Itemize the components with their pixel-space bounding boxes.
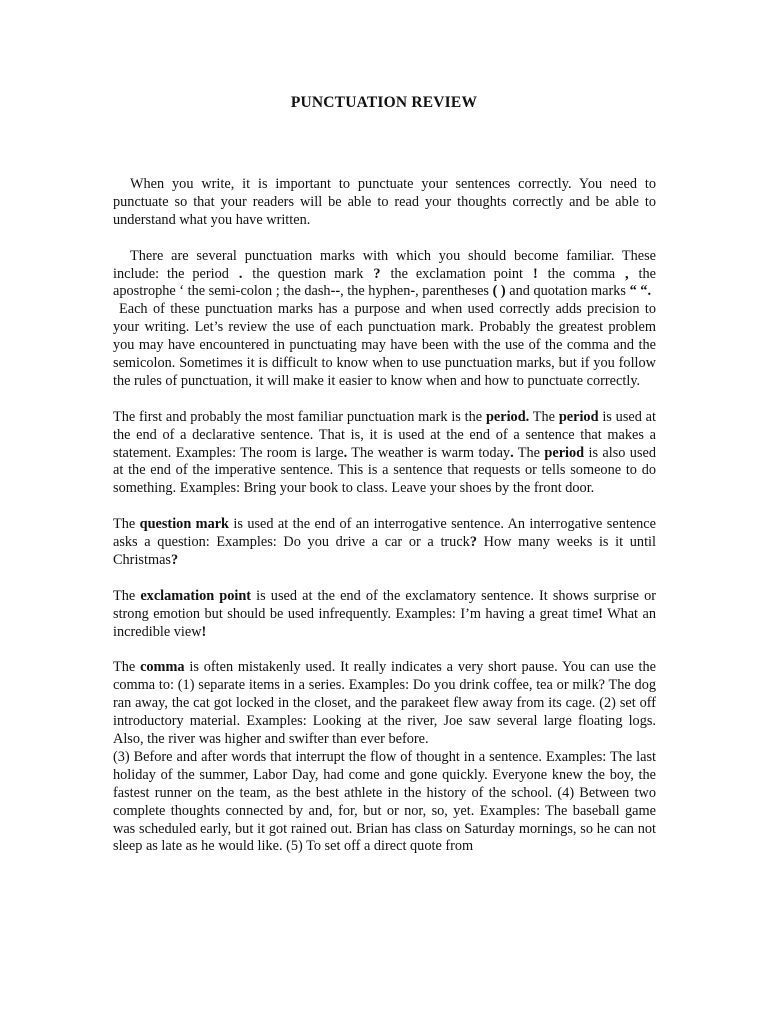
dash-mark: -- (330, 283, 341, 300)
bold-term: period. (485, 408, 530, 425)
bold-term: period (558, 408, 599, 425)
hyphen-mark: - (410, 283, 416, 300)
quotation-marks: “ “. (629, 283, 652, 300)
document-body (113, 176, 656, 856)
text-run: The (513, 444, 545, 461)
bold-term: ? (469, 534, 477, 551)
text-run: is used at the end of a declarative sentence. That is, it is used at the end of a sentence that makes a statement. Examples: The room is large (113, 408, 656, 461)
bold-term: . (343, 444, 348, 461)
comma-mark: , (625, 265, 629, 282)
text-run: The (529, 408, 559, 425)
paragraph-question-mark (113, 516, 656, 570)
document-title: PUNCTUATION REVIEW (290, 94, 478, 111)
text-run: the exclamation point (382, 265, 531, 282)
text-run: How many weeks is it until Christmas (113, 534, 656, 568)
bold-term: . (510, 444, 514, 461)
paragraph-period (113, 409, 656, 499)
text-run: and quotation marks (505, 283, 630, 300)
text-run: What an incredible view (113, 605, 656, 640)
text-run: the question mark (244, 265, 372, 282)
bold-term: period (544, 444, 585, 461)
paragraph-exclamation-point (113, 588, 656, 642)
text-run: The (113, 587, 141, 604)
text-run: The weather is warm today (347, 444, 511, 461)
paragraph-marks-list (113, 248, 656, 302)
bold-term: comma (140, 659, 185, 676)
text-run: is also used at the end of the imperative sentence. This is a sentence that requests or tells someone to do something. Examples: Bring your book to class. Leave your shoes by the front door. (113, 444, 656, 497)
paragraph-purpose: Each of these punctuation marks has a purpose and when used correctly adds precision to your writing. Let’s review the use of each punctuation mark. Probably the greatest problem you may have encountered in punctuating may have been with the use of the comma and the semicolon. Sometimes it is difficult to know when to use punctuation marks, but if you follow the rules of punctuation, it will make it easier to know when and how to punctuate correctly. (113, 301, 656, 389)
question-mark: ? (373, 265, 381, 282)
text-run: , the hyphen (340, 283, 411, 300)
text-run: The first and probably the most familiar punctuation mark is the (113, 408, 486, 425)
bold-term: ? (170, 551, 179, 568)
text-run: The (113, 659, 141, 676)
period-mark: . (238, 265, 243, 282)
text-run: is often mistakenly used. It really indicates a very short pause. You can use the comma to: (1) separate items in a series. Examples: Do you drink coffee, tea or milk? The dog ran away, the cat got locked in the closet, and the parakeet flew away from its cage. (2) set off introductory material. Examples: Looking at the river, Joe saw several large floating logs. Also, the river was higher and swifter than ever before. (113, 659, 656, 748)
text-run: , parentheses (415, 283, 493, 300)
bold-term: question mark (139, 516, 230, 533)
paragraph-comma (113, 659, 656, 749)
bold-term: ! (201, 623, 207, 640)
text-run: The (113, 516, 140, 533)
paragraph-comma-continued: (3) Before and after words that interrupt the flow of thought in a sentence. Examples: The last holiday of the summer, Labor Day, had come and gone quickly. Everyone knew the boy, the fastest runner on the team, as the best athlete in the history of the school. (4) Between two complete thoughts connected by and, for, but or nor, so, yet. Examples: The baseball game was scheduled early, but it got rained out. Brian has class on Saturday mornings, so he can not sleep as late as he would like. (5) To set off a direct quote from (113, 748, 656, 855)
text-run: is used at the end of the exclamatory sentence. It shows surprise or strong emotion but should be used infrequently. Examples: I’m having a great time (113, 587, 656, 622)
bold-term: ! (598, 605, 603, 622)
exclamation-mark: ! (532, 265, 538, 282)
text-run: There are several punctuation marks with which you should become familiar. These include: the period (113, 247, 656, 282)
text-run: is used at the end of an interrogative sentence. An interrogative sentence asks a question: Examples: Do you drive a car or a truck (113, 516, 656, 551)
bold-term: exclamation point (140, 587, 252, 604)
parentheses-mark: ( ) (492, 283, 506, 300)
text-run: the apostrophe ‘ the semi-colon ; the dash (113, 265, 656, 300)
paragraph-intro: When you write, it is important to punctuate your sentences correctly. You need to punctuate so that your readers will be able to read your thoughts correctly and be able to understand what you have written. (113, 176, 656, 228)
text-run: the comma (539, 265, 624, 282)
